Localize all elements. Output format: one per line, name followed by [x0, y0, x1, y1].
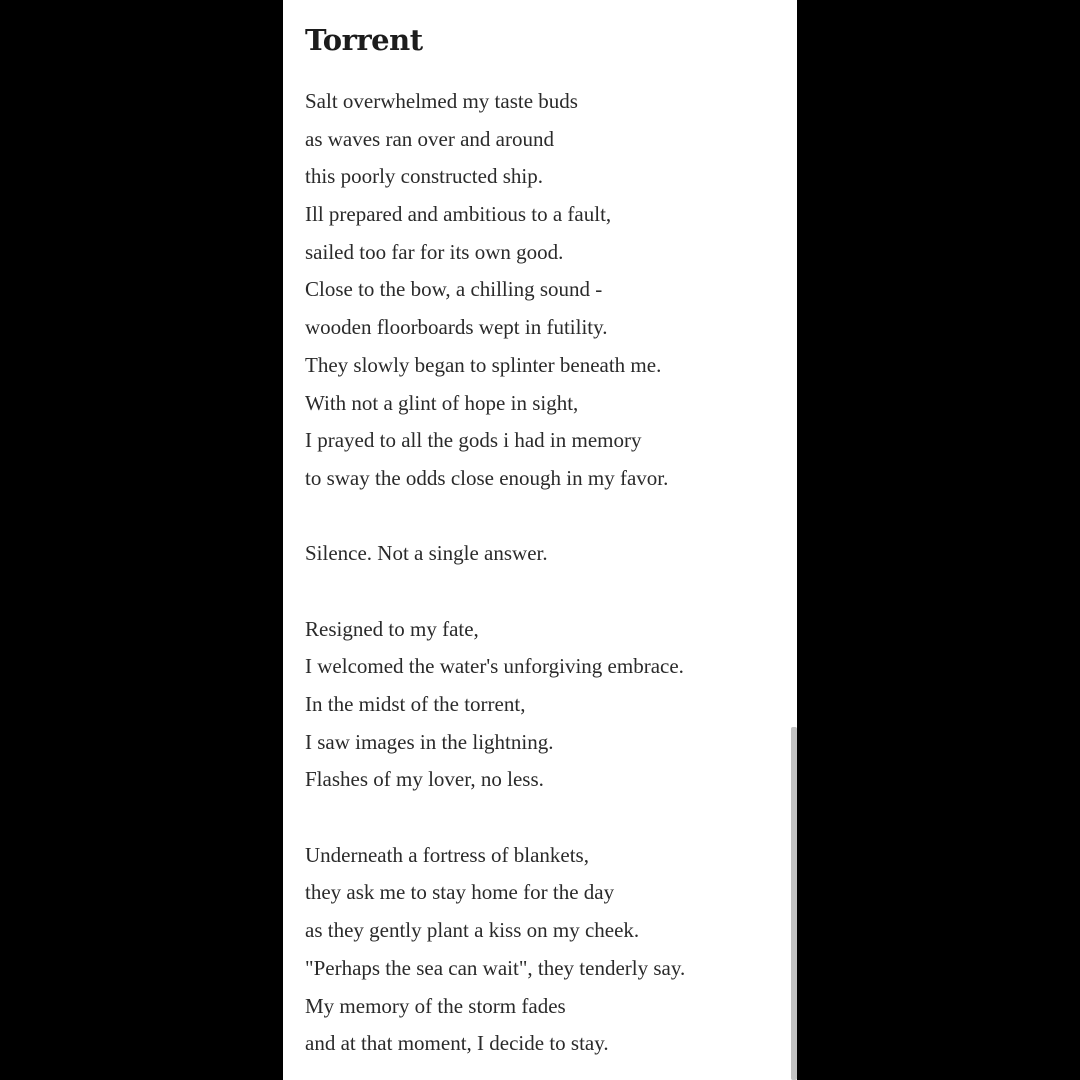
poem-line: as waves ran over and around [305, 126, 554, 151]
poem-line: Flashes of my lover, no less. [305, 767, 544, 792]
stanza-gap [305, 573, 785, 611]
poem-line: Salt overwhelmed my taste buds [305, 89, 578, 113]
poem-line: "Perhaps the sea can wait", they tenderly say. [305, 955, 686, 980]
vertical-scrollbar[interactable] [791, 0, 797, 1080]
poem-line: wooden floorboards wept in futility. [305, 315, 608, 340]
poem-page [283, 0, 797, 1080]
poem-line: Close to the bow, a chilling sound - [305, 277, 603, 302]
poem-line: Ill prepared and ambitious to a fault, [305, 202, 612, 227]
poem-line: this poorly constructed ship. [305, 164, 543, 189]
stanza-gap [305, 498, 785, 536]
poem-line: They slowly began to splinter beneath me. [305, 352, 662, 377]
poem-line: they ask me to stay home for the day [305, 880, 615, 905]
poem-title: Torrent [305, 23, 423, 57]
stanza-gap [305, 799, 785, 837]
poem-line: to sway the odds close enough in my favor. [305, 465, 669, 490]
poem-line: My memory of the storm fades [305, 993, 566, 1018]
poem-line: I prayed to all the gods i had in memory [305, 428, 642, 453]
poem-line: Resigned to my fate, [305, 616, 479, 641]
poem-line: and at that moment, I decide to stay. [305, 1031, 609, 1056]
poem-line: With not a glint of hope in sight, [305, 390, 579, 415]
poem-line: I saw images in the lightning. [305, 729, 554, 754]
poem-line: I welcomed the water's unforgiving embrace. [305, 654, 684, 679]
poem-body [305, 83, 785, 1063]
scrollbar-thumb[interactable] [791, 727, 797, 1080]
poem-line: In the midst of the torrent, [305, 692, 526, 716]
poem-line: Silence. Not a single answer. [305, 541, 548, 566]
poem-line: sailed too far for its own good. [305, 239, 564, 264]
poem-line: as they gently plant a kiss on my cheek. [305, 918, 640, 943]
poem-line: Underneath a fortress of blankets, [305, 842, 589, 867]
